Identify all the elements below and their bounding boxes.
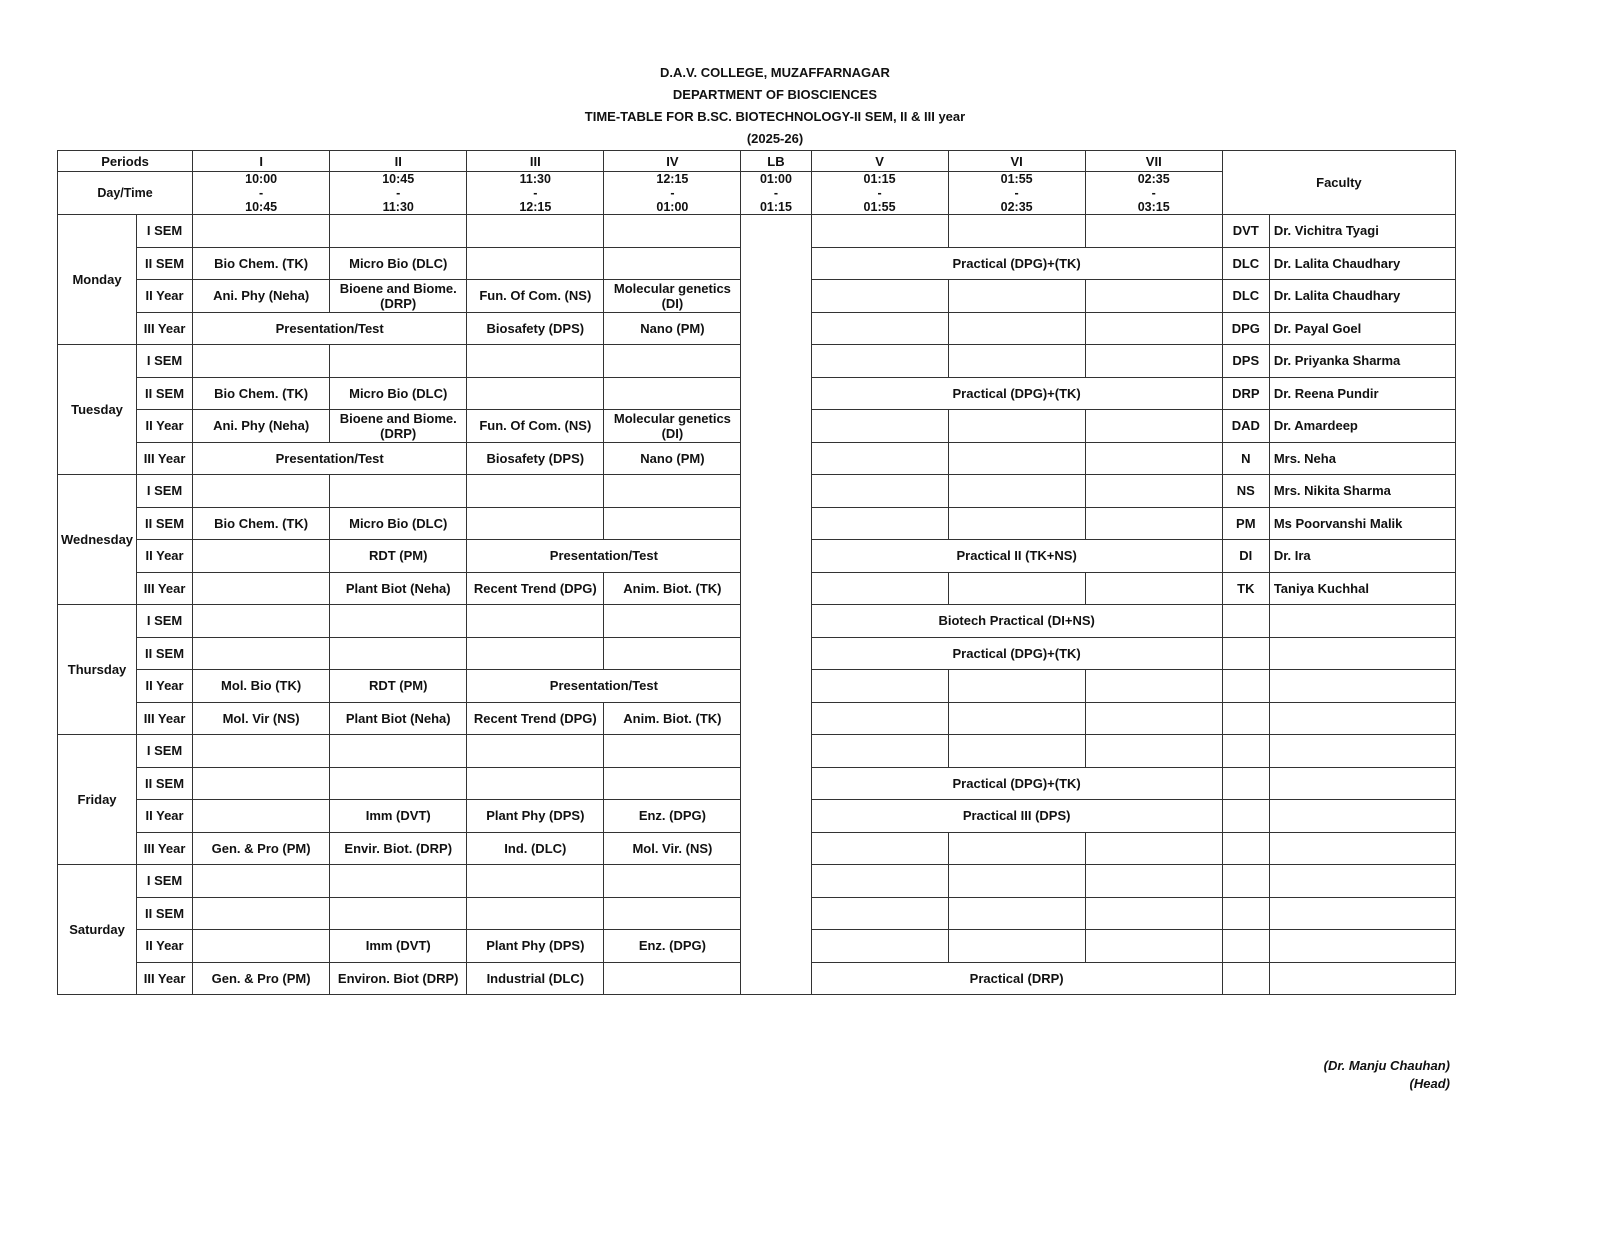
class-slot [811, 735, 948, 768]
class-slot [330, 605, 467, 638]
lunch-break-cell [741, 215, 811, 995]
day-label: Wednesday [58, 475, 137, 605]
class-slot: Presentation/Test [193, 442, 467, 475]
faculty-name: Ms Poorvanshi Malik [1269, 507, 1455, 540]
class-slot: Imm (DVT) [330, 930, 467, 963]
period-time [604, 172, 741, 215]
class-slot [811, 930, 948, 963]
class-slot [604, 475, 741, 508]
faculty-code: DVT [1222, 215, 1269, 248]
daytime-label: Day/Time [58, 172, 193, 215]
faculty-code [1222, 767, 1269, 800]
class-slot [1085, 735, 1222, 768]
period-time [1085, 172, 1222, 215]
class-slot [948, 507, 1085, 540]
period-time-sep: - [1151, 186, 1156, 200]
class-slot [948, 865, 1085, 898]
faculty-name: Dr. Amardeep [1269, 410, 1455, 443]
class-slot [330, 767, 467, 800]
class-slot: Envir. Biot. (DRP) [330, 832, 467, 865]
group-label: III Year [137, 572, 193, 605]
class-slot [193, 897, 330, 930]
class-slot: Enz. (DPG) [604, 930, 741, 963]
class-slot: Environ. Biot (DRP) [330, 962, 467, 995]
class-slot [193, 637, 330, 670]
class-slot [330, 865, 467, 898]
class-slot: Gen. & Pro (PM) [193, 832, 330, 865]
group-label: I SEM [137, 735, 193, 768]
class-slot: Ind. (DLC) [467, 832, 604, 865]
class-slot: Bioene and Biome.(DRP) [330, 280, 467, 313]
class-slot [193, 767, 330, 800]
group-label: I SEM [137, 605, 193, 638]
group-label: II Year [137, 540, 193, 573]
class-slot [330, 735, 467, 768]
class-slot [193, 475, 330, 508]
class-slot [604, 247, 741, 280]
signatory-role: (Head) [1409, 1076, 1450, 1091]
faculty-name [1269, 605, 1455, 638]
class-slot: Practical (DPG)+(TK) [811, 377, 1222, 410]
group-label: III Year [137, 832, 193, 865]
class-slot [1085, 572, 1222, 605]
class-slot [1085, 930, 1222, 963]
group-label: II SEM [137, 897, 193, 930]
class-slot: Plant Phy (DPS) [467, 800, 604, 833]
class-slot [193, 930, 330, 963]
class-slot [811, 865, 948, 898]
day-label: Friday [58, 735, 137, 865]
class-slot [604, 637, 741, 670]
class-slot [948, 930, 1085, 963]
class-slot [1085, 897, 1222, 930]
college-name: D.A.V. COLLEGE, MUZAFFARNAGAR [660, 65, 890, 80]
period-time-end: 01:00 [656, 200, 689, 214]
class-slot [467, 865, 604, 898]
class-slot: Practical III (DPS) [811, 800, 1222, 833]
class-slot [1085, 507, 1222, 540]
faculty-code: DAD [1222, 410, 1269, 443]
faculty-name [1269, 670, 1455, 703]
class-slot [193, 865, 330, 898]
period-time [193, 172, 330, 215]
class-slot [811, 475, 948, 508]
faculty-code [1222, 930, 1269, 963]
period-name: I [193, 151, 330, 172]
class-slot [948, 735, 1085, 768]
period-time [811, 172, 948, 215]
table-row [58, 215, 1456, 248]
faculty-code: NS [1222, 475, 1269, 508]
period-time [330, 172, 467, 215]
group-label: II SEM [137, 507, 193, 540]
department-name: DEPARTMENT OF BIOSCIENCES [672, 87, 878, 102]
signatory-name: (Dr. Manju Chauhan) [1323, 1058, 1450, 1073]
class-slot [948, 312, 1085, 345]
class-slot: Fun. Of Com. (NS) [467, 280, 604, 313]
day-label: Thursday [58, 605, 137, 735]
period-time-end: 11:30 [382, 200, 414, 214]
class-slot: Practical (DPG)+(TK) [811, 247, 1222, 280]
period-name: VI [948, 151, 1085, 172]
period-name: VII [1085, 151, 1222, 172]
faculty-code: DLC [1222, 280, 1269, 313]
class-slot: Nano (PM) [604, 442, 741, 475]
class-slot [948, 475, 1085, 508]
faculty-name [1269, 832, 1455, 865]
period-name: III [467, 151, 604, 172]
class-slot [1085, 215, 1222, 248]
class-slot: Gen. & Pro (PM) [193, 962, 330, 995]
group-label: I SEM [137, 345, 193, 378]
class-slot [330, 345, 467, 378]
period-time-sep: - [877, 186, 882, 200]
class-slot: Biotech Practical (DI+NS) [811, 605, 1222, 638]
faculty-code [1222, 735, 1269, 768]
period-time-start: 01:00 [759, 172, 792, 186]
faculty-name: Dr. Payal Goel [1269, 312, 1455, 345]
class-slot [948, 410, 1085, 443]
class-slot: Industrial (DLC) [467, 962, 604, 995]
class-slot [604, 215, 741, 248]
period-time-sep: - [396, 186, 401, 200]
faculty-name [1269, 702, 1455, 735]
faculty-header: Faculty [1222, 151, 1455, 215]
class-slot [1085, 312, 1222, 345]
class-slot [467, 507, 604, 540]
group-label: III Year [137, 702, 193, 735]
group-label: II SEM [137, 767, 193, 800]
faculty-name [1269, 637, 1455, 670]
group-label: III Year [137, 442, 193, 475]
class-slot [1085, 670, 1222, 703]
period-time [467, 172, 604, 215]
day-label: Tuesday [58, 345, 137, 475]
faculty-code [1222, 637, 1269, 670]
class-slot: Bio Chem. (TK) [193, 247, 330, 280]
class-slot [811, 215, 948, 248]
period-time-end: 02:35 [1000, 200, 1033, 214]
class-slot: Molecular genetics (DI) [604, 280, 741, 313]
class-slot: Recent Trend (DPG) [467, 702, 604, 735]
faculty-code: DPS [1222, 345, 1269, 378]
faculty-name: Dr. Lalita Chaudhary [1269, 280, 1455, 313]
class-slot [948, 215, 1085, 248]
class-slot: Biosafety (DPS) [467, 442, 604, 475]
class-slot: Plant Biot (Neha) [330, 702, 467, 735]
period-time-end: 01:55 [863, 200, 896, 214]
class-slot [811, 572, 948, 605]
class-slot [330, 637, 467, 670]
class-slot: Presentation/Test [467, 540, 741, 573]
class-slot: Ani. Phy (Neha) [193, 410, 330, 443]
class-slot [467, 215, 604, 248]
period-time-start: 02:35 [1137, 172, 1170, 186]
class-slot [193, 605, 330, 638]
class-slot: Micro Bio (DLC) [330, 247, 467, 280]
day-label: Monday [58, 215, 137, 345]
class-slot: Biosafety (DPS) [467, 312, 604, 345]
group-label: I SEM [137, 475, 193, 508]
period-name: LB [741, 151, 811, 172]
class-slot [604, 605, 741, 638]
faculty-code: TK [1222, 572, 1269, 605]
class-slot [1085, 442, 1222, 475]
faculty-code [1222, 800, 1269, 833]
class-slot [1085, 345, 1222, 378]
class-slot: RDT (PM) [330, 540, 467, 573]
class-slot [1085, 410, 1222, 443]
class-slot [330, 215, 467, 248]
class-slot [193, 540, 330, 573]
faculty-name: Dr. Priyanka Sharma [1269, 345, 1455, 378]
faculty-code [1222, 832, 1269, 865]
class-slot [193, 215, 330, 248]
faculty-code [1222, 897, 1269, 930]
group-label: II Year [137, 930, 193, 963]
period-time-end: 10:45 [245, 200, 278, 214]
class-slot [467, 897, 604, 930]
class-slot: Plant Phy (DPS) [467, 930, 604, 963]
group-label: III Year [137, 962, 193, 995]
group-label: II SEM [137, 377, 193, 410]
class-slot [467, 475, 604, 508]
class-slot [948, 670, 1085, 703]
class-slot [604, 735, 741, 768]
period-name: II [330, 151, 467, 172]
group-label: II Year [137, 410, 193, 443]
class-slot: Bioene and Biome.(DRP) [330, 410, 467, 443]
class-slot [1085, 865, 1222, 898]
group-label: II SEM [137, 637, 193, 670]
class-slot [811, 280, 948, 313]
class-slot: Molecular genetics (DI) [604, 410, 741, 443]
class-slot [811, 442, 948, 475]
class-slot: Practical (DRP) [811, 962, 1222, 995]
class-slot [330, 475, 467, 508]
period-time-end: 03:15 [1137, 200, 1170, 214]
class-slot: Practical II (TK+NS) [811, 540, 1222, 573]
class-slot [604, 962, 741, 995]
group-label: II Year [137, 280, 193, 313]
class-slot [604, 377, 741, 410]
class-slot [811, 507, 948, 540]
faculty-name: Taniya Kuchhal [1269, 572, 1455, 605]
class-slot [604, 865, 741, 898]
period-time [948, 172, 1085, 215]
faculty-code [1222, 670, 1269, 703]
class-slot [604, 897, 741, 930]
class-slot [467, 345, 604, 378]
class-slot: Mol. Vir. (NS) [604, 832, 741, 865]
class-slot [811, 897, 948, 930]
faculty-code [1222, 962, 1269, 995]
period-name: IV [604, 151, 741, 172]
period-time-sep: - [670, 186, 675, 200]
faculty-code [1222, 702, 1269, 735]
class-slot [1085, 280, 1222, 313]
session-year: (2025-26) [746, 131, 804, 146]
class-slot [330, 897, 467, 930]
class-slot [193, 800, 330, 833]
faculty-name: Dr. Ira [1269, 540, 1455, 573]
class-slot [604, 767, 741, 800]
period-time-start: 11:30 [519, 172, 551, 186]
class-slot [467, 637, 604, 670]
faculty-name: Dr. Vichitra Tyagi [1269, 215, 1455, 248]
class-slot: Nano (PM) [604, 312, 741, 345]
group-label: I SEM [137, 215, 193, 248]
class-slot [467, 247, 604, 280]
class-slot: Presentation/Test [193, 312, 467, 345]
class-slot [948, 832, 1085, 865]
period-time-start: 01:55 [1000, 172, 1033, 186]
group-label: I SEM [137, 865, 193, 898]
faculty-code: DRP [1222, 377, 1269, 410]
group-label: II Year [137, 670, 193, 703]
class-slot [811, 670, 948, 703]
faculty-name: Mrs. Neha [1269, 442, 1455, 475]
class-slot: Recent Trend (DPG) [467, 572, 604, 605]
class-slot [948, 442, 1085, 475]
period-time-sep: - [1014, 186, 1019, 200]
class-slot [1085, 475, 1222, 508]
class-slot: Plant Biot (Neha) [330, 572, 467, 605]
class-slot [604, 345, 741, 378]
faculty-name: Dr. Lalita Chaudhary [1269, 247, 1455, 280]
day-label: Saturday [58, 865, 137, 995]
faculty-name [1269, 962, 1455, 995]
class-slot [467, 377, 604, 410]
class-slot [948, 280, 1085, 313]
class-slot: Practical (DPG)+(TK) [811, 767, 1222, 800]
class-slot: Imm (DVT) [330, 800, 467, 833]
class-slot: Ani. Phy (Neha) [193, 280, 330, 313]
class-slot: Mol. Vir (NS) [193, 702, 330, 735]
class-slot [948, 702, 1085, 735]
class-slot [948, 897, 1085, 930]
faculty-code: N [1222, 442, 1269, 475]
faculty-name [1269, 800, 1455, 833]
faculty-code [1222, 865, 1269, 898]
faculty-name [1269, 865, 1455, 898]
class-slot [948, 572, 1085, 605]
class-slot [604, 507, 741, 540]
class-slot: Anim. Biot. (TK) [604, 702, 741, 735]
period-time-sep: - [259, 186, 264, 200]
class-slot [811, 312, 948, 345]
class-slot: Micro Bio (DLC) [330, 377, 467, 410]
class-slot [467, 735, 604, 768]
group-label: II Year [137, 800, 193, 833]
class-slot [1085, 832, 1222, 865]
period-name: V [811, 151, 948, 172]
faculty-code [1222, 605, 1269, 638]
class-slot [1085, 702, 1222, 735]
class-slot [467, 767, 604, 800]
period-time-end: 12:15 [519, 200, 552, 214]
group-label: III Year [137, 312, 193, 345]
class-slot: Mol. Bio (TK) [193, 670, 330, 703]
class-slot: RDT (PM) [330, 670, 467, 703]
class-slot [948, 345, 1085, 378]
class-slot: Presentation/Test [467, 670, 741, 703]
periods-label: Periods [58, 151, 193, 172]
faculty-code: PM [1222, 507, 1269, 540]
class-slot: Practical (DPG)+(TK) [811, 637, 1222, 670]
faculty-name: Mrs. Nikita Sharma [1269, 475, 1455, 508]
class-slot: Anim. Biot. (TK) [604, 572, 741, 605]
class-slot: Enz. (DPG) [604, 800, 741, 833]
timetable [57, 150, 1456, 995]
class-slot: Bio Chem. (TK) [193, 507, 330, 540]
class-slot: Bio Chem. (TK) [193, 377, 330, 410]
period-time-sep: - [773, 186, 779, 200]
faculty-name: Dr. Reena Pundir [1269, 377, 1455, 410]
faculty-name [1269, 930, 1455, 963]
faculty-name [1269, 897, 1455, 930]
period-time [741, 172, 811, 215]
faculty-code: DLC [1222, 247, 1269, 280]
period-time-start: 10:00 [245, 172, 278, 186]
timetable-title: TIME-TABLE FOR B.SC. BIOTECHNOLOGY-II SEM, II & III year [584, 109, 966, 124]
period-time-end: 01:15 [759, 200, 792, 214]
group-label: II SEM [137, 247, 193, 280]
class-slot [811, 832, 948, 865]
class-slot: Fun. Of Com. (NS) [467, 410, 604, 443]
class-slot [193, 345, 330, 378]
faculty-name [1269, 767, 1455, 800]
faculty-name [1269, 735, 1455, 768]
class-slot [811, 702, 948, 735]
faculty-code: DI [1222, 540, 1269, 573]
class-slot [811, 410, 948, 443]
class-slot [811, 345, 948, 378]
faculty-code: DPG [1222, 312, 1269, 345]
class-slot [193, 735, 330, 768]
class-slot [467, 605, 604, 638]
period-time-start: 10:45 [382, 172, 415, 186]
period-time-start: 12:15 [656, 172, 689, 186]
class-slot: Micro Bio (DLC) [330, 507, 467, 540]
period-time-start: 01:15 [863, 172, 896, 186]
periods-row [58, 151, 1456, 172]
period-time-sep: - [533, 186, 538, 200]
class-slot [193, 572, 330, 605]
